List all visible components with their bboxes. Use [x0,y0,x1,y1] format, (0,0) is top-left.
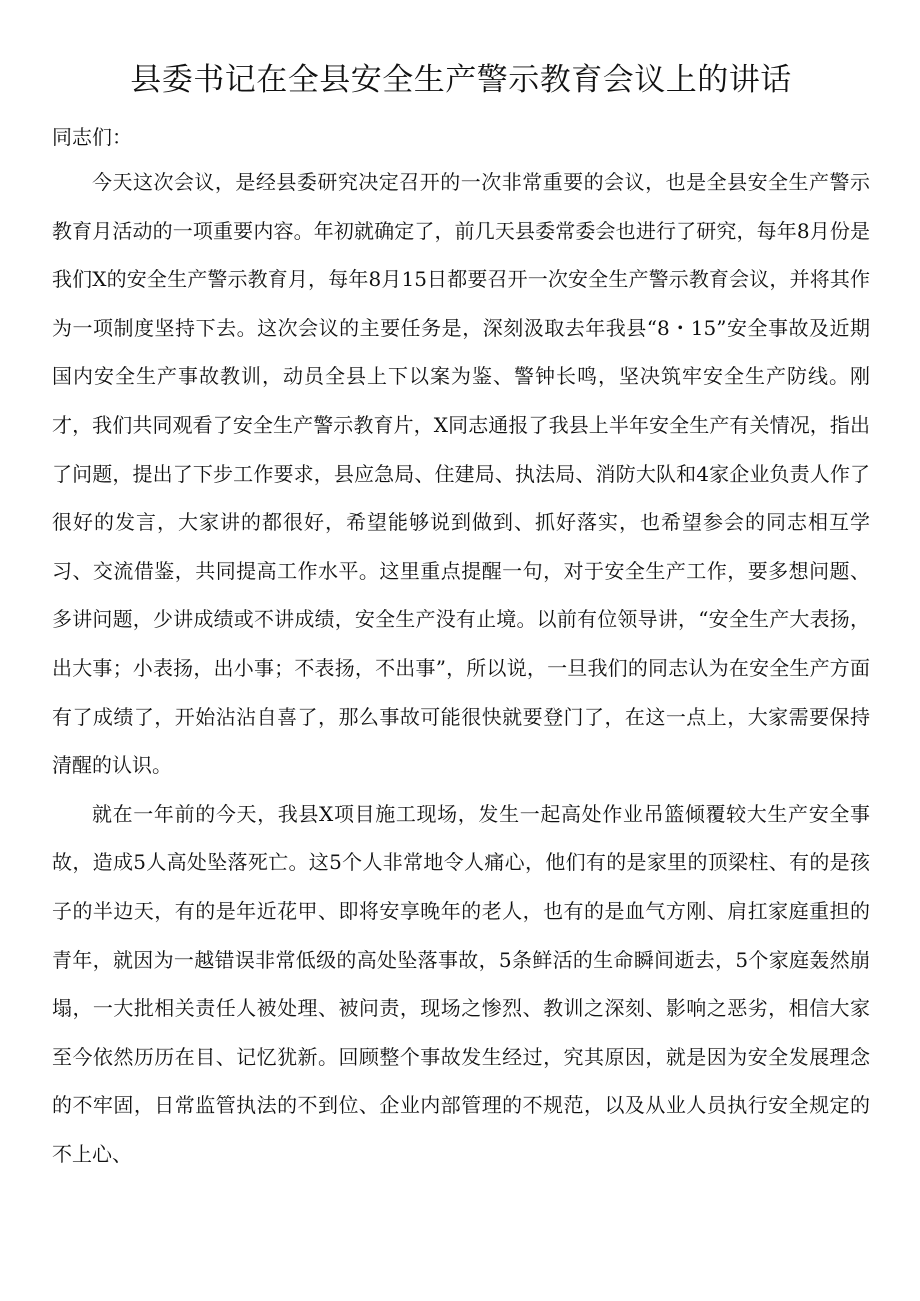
document-title: 县委书记在全县安全生产警示教育会议上的讲话 [130,62,792,98]
body-paragraph-1: 今天这次会议，是经县委研究决定召开的一次非常重要的会议，也是全县安全生产警示教育月活动的一项重要内容。年初就确定了，前几天县委常委会也进行了研究，每年8月份是我们X的安全生产警示教育月，每年8月15日都要召开一次安全生产警示教育会议，并将其作为一项制度坚持下去。这次会议的主要任务是，深刻汲取去年我县“8・15”安全事故及近期国内安全生产事故教训，动员全县上下以案为鉴、警钟长鸣，坚决筑牢安全生产防线。刚才，我们共同观看了安全生产警示教育片，X同志通报了我县上半年安全生产有关情况，指出了问题，提出了下步工作要求，县应急局、住建局、执法局、消防大队和4家企业负责人作了很好的发言，大家讲的都很好，希望能够说到做到、抓好落实，也希望参会的同志相互学习、交流借鉴，共同提高工作水平。这里重点提醒一句，对于安全生产工作，要多想问题、多讲问题，少讲成绩或不讲成绩，安全生产没有止境。以前有位领导讲，“安全生产大表扬，出大事；小表扬，出小事；不表扬，不出事”，所以说，一旦我们的同志认为在安全生产方面有了成绩了，开始沾沾自喜了，那么事故可能很快就要登门了，在这一点上，大家需要保持清醒的认识。 [52,170,870,778]
salutation: 同志们： [52,125,132,149]
body-paragraph-2: 就在一年前的今天，我县X项目施工现场，发生一起高处作业吊篮倾覆较大生产安全事故，造成5人高处坠落死亡。这5个人非常地令人痛心，他们有的是家里的顶梁柱、有的是孩子的半边天，有的是年近花甲、即将安享晚年的老人，也有的是血气方刚、肩扛家庭重担的青年，就因为一越错误非常低级的高处坠落事故，5条鲜活的生命瞬间逝去，5个家庭轰然崩塌，一大批相关责任人被处理、被问责，现场之惨烈、教训之深刻、影响之恶劣，相信大家至今依然历历在目、记忆犹新。回顾整个事故发生经过，究其原因，就是因为安全发展理念的不牢固，日常监管执法的不到位、企业内部管理的不规范，以及从业人员执行安全规定的不上心、 [52,801,870,1166]
